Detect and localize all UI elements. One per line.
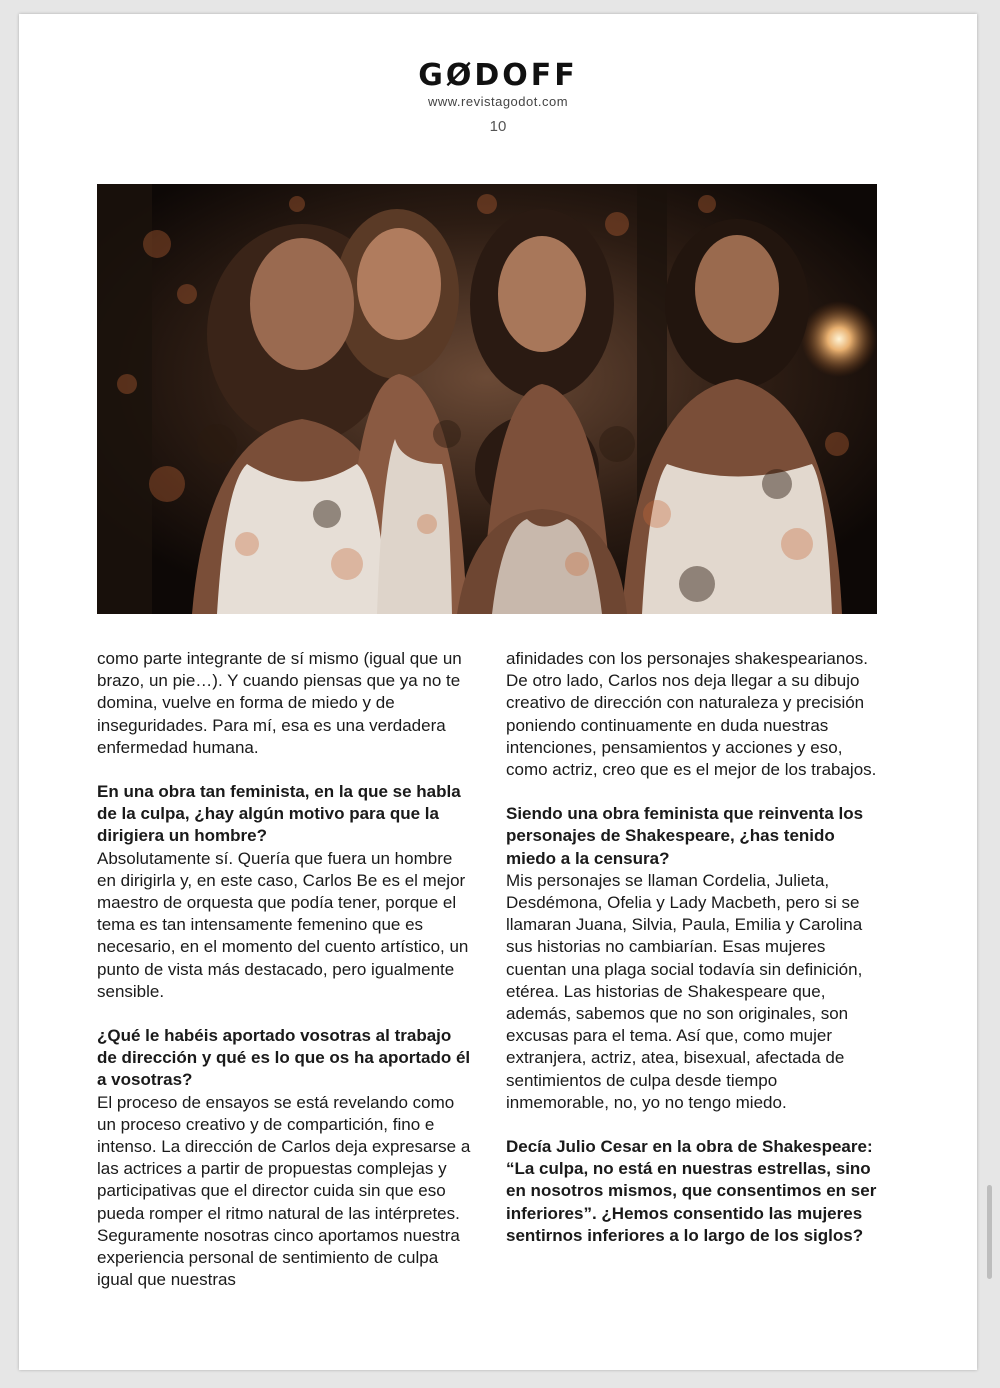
- left-column: [97, 648, 472, 1313]
- question-director-man: En una obra tan feminista, en la que se habla de la culpa, ¿hay algún motivo para que la dirigiera un hombre?: [97, 782, 461, 846]
- page-number: 10: [489, 118, 507, 135]
- right-column: [506, 648, 881, 1269]
- magazine-page: [19, 14, 977, 1370]
- magazine-url[interactable]: www.revistagodot.com: [427, 94, 569, 109]
- scrollbar-thumb[interactable]: [987, 1185, 992, 1279]
- answer-director-man: Absolutamente sí. Quería que fuera un hombre en dirigirla y, en este caso, Carlos Be es el mejor maestro de orquesta que podía tener, porque el tema es tan intensamente femenino que es necesario, en el momento del cuento artístico, un punto de vista más destacado, pero igualmente sensible.: [97, 848, 469, 1001]
- answer-contribution-continued: afinidades con los personajes shakespearianos. De otro lado, Carlos nos deja llegar a su dibujo creativo de dirección con naturaleza y precisión poniendo continuamente en duda nuestras intenciones, pensamientos y acciones y eso, como actriz, creo que es el mejor de los trabajos.: [506, 649, 877, 780]
- magazine-logo: GØDOFF: [418, 58, 578, 93]
- question-contribution: ¿Qué le habéis aportado vosotras al trabajo de dirección y qué es lo que os ha aportado él a vosotras?: [97, 1026, 471, 1090]
- answer-censorship: Mis personajes se llaman Cordelia, Julieta, Desdémona, Ofelia y Lady Macbeth, pero si se llamaran Juana, Silvia, Paula, Emilia y Carolina sus historias no cambiarían. Esas mujeres cuentan una plaga social todavía sin definición, etérea. Las historias de Shakespeare que, además, sabemos que no son originales, son excusas para el tema. Así que, como mujer extranjera, actriz, atea, bisexual, afectada de sentimientos de culpa desde tiempo inmemorable, no, yo no tengo miedo.: [506, 870, 863, 1112]
- question-julio-cesar: Decía Julio Cesar en la obra de Shakespeare: “La culpa, no está en nuestras estrellas, sino en nosotros mismos, que consentimos en ser inferiores”. ¿Hemos consentido las mujeres sentirnos inferiores a lo largo de los siglos?: [506, 1137, 877, 1245]
- question-censorship: Siendo una obra feminista que reinventa los personajes de Shakespeare, ¿has tenido miedo a la censura?: [506, 804, 864, 868]
- answer-contribution: El proceso de ensayos se está revelando como un proceso creativo y de compartición, fino e intenso. La dirección de Carlos deja expresarse a las actrices a partir de propuestas complejas y participativas que el director cuida sin que eso pueda romper el ritmo natural de las intérpretes. Seguramente nosotras cinco aportamos nuestra experiencia personal de sentimiento de culpa igual que nuestras: [97, 1092, 471, 1290]
- cast-photo-illustration: [97, 184, 877, 614]
- cast-photo: [97, 184, 877, 614]
- answer-continuation: como parte integrante de sí mismo (igual que un brazo, un pie…). Y cuando piensas que ya no te domina, vuelve en forma de miedo y de inseguridades. Para mí, esa es una verdadera enfermedad humana.: [97, 649, 462, 757]
